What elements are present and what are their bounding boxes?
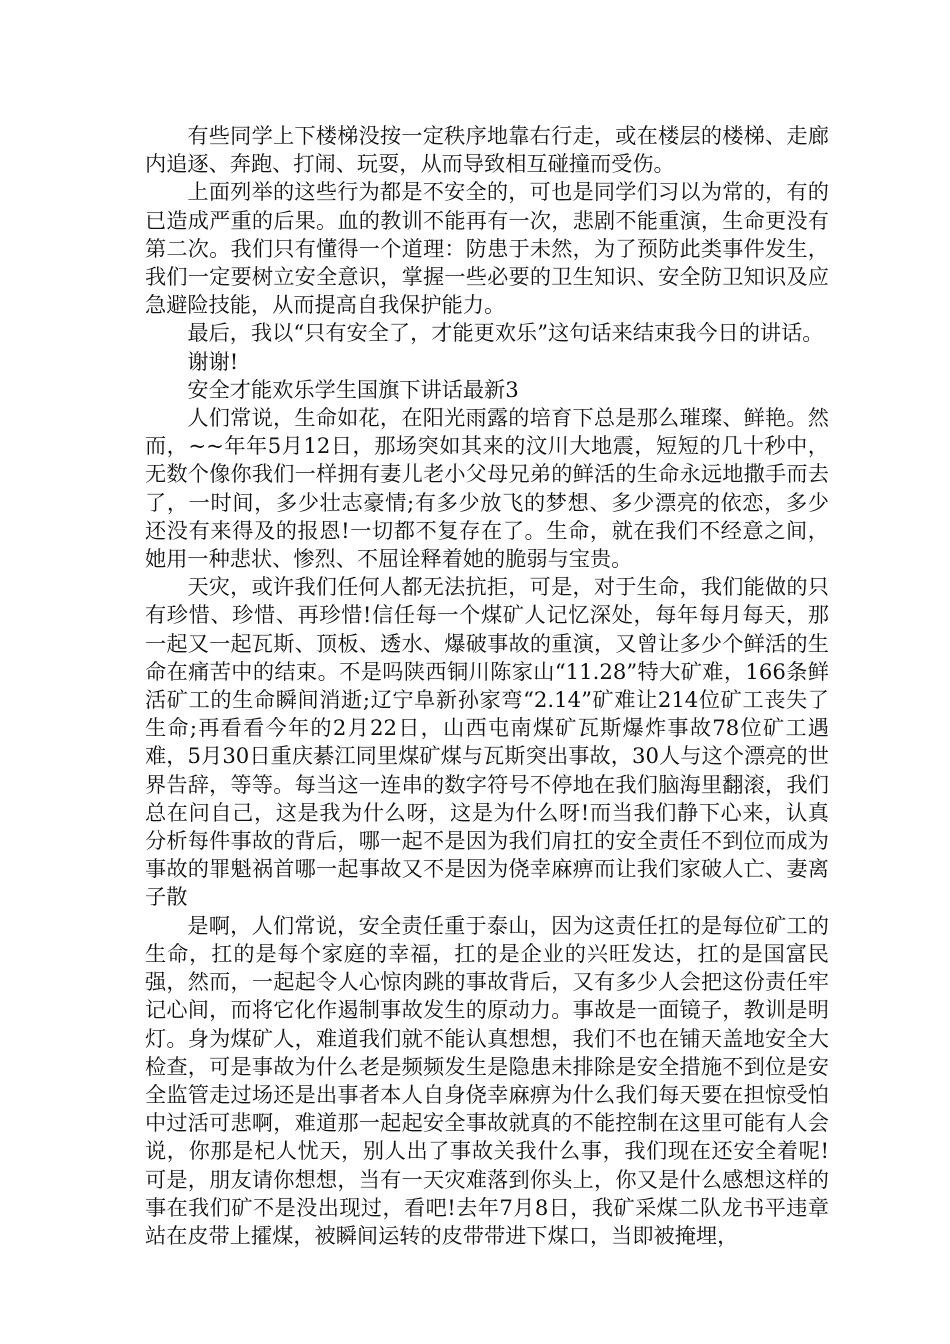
paragraph-safety-responsibility: 是啊，人们常说，安全责任重于泰山，因为这责任扛的是每位矿工的生命，扛的是每个家庭的幸福，扛的是企业的兴旺发达，扛的是国富民强，然而，一起起令人心惊肉跳的事故背后，又有多少人会把这份责任牢记心间，而将它化作遏制事故发生的原动力。事故是一面镜子，教训是明灯。身为煤矿人，难道我们就不能认真想想，我们不也在铺天盖地安全大检查，可是事故为什么老是频频发生是隐患未排除是安全措施不到位是安全监管走过场还是出事者本人自身侥幸麻痹为什么我们每天要在担惊受怕中过活可悲啊，难道那一起起安全事故就真的不能控制在这里可能有人会说，你那是杞人忧天，别人出了事故关我什么事，我们现在还安全着呢!可是，朋友请你想想，当有一天灾难落到你头上，你又是什么感想这样的事在我们矿不是没出现过，看吧!去年7月8日，我矿采煤二队龙书平违章站在皮带上攉煤，被瞬间运转的皮带带进下煤口，当即被掩埋， (145, 912, 829, 1248)
paragraph-closing: 最后，我以“只有安全了，才能更欢乐”这句话来结束我今日的讲话。 (187, 320, 824, 346)
paragraph-stairs: 有些同学上下楼梯没按一定秩序地靠右行走，或在楼层的楼梯、走廊内追逐、奔跑、打闹、玩耍，从而导致相互碰撞而受伤。 (145, 123, 829, 177)
paragraph-unsafe-behaviors: 上面列举的这些行为都是不安全的，可也是同学们习以为常的，有的已造成严重的后果。血的教训不能再有一次，悲剧不能重演，生命更没有第二次。我们只有懂得一个道理：防患于未然，为了预防此类事件发生，我们一定要树立安全意识，掌握一些必要的卫生知识、安全防卫知识及应急避险技能，从而提高自我保护能力。 (145, 179, 829, 318)
document-body (145, 122, 829, 1250)
paragraph-thanks: 谢谢! (187, 348, 239, 374)
paragraph-earthquake: 人们常说，生命如花，在阳光雨露的培育下总是那么璀璨、鲜艳。然而，~~年年5月12日，那场突如其来的汶川大地震，短短的几十秒中，无数个像你我们一样拥有妻儿老小父母兄弟的鲜活的生命永远地撒手而去了，一时间，多少壮志豪情;有多少放飞的梦想、多少漂亮的依恋，多少还没有来得及的报恩!一切都不复存在了。生命，就在我们不经意之间，她用一种悲状、惨烈、不屈诠释着她的脆弱与宝贵。 (145, 405, 829, 572)
section-title: 安全才能欢乐学生国旗下讲话最新3 (187, 376, 519, 402)
paragraph-mining-disasters: 天灾，或许我们任何人都无法抗拒，可是，对于生命，我们能做的只有珍惜、珍惜、再珍惜!信任每一个煤矿人记忆深处，每年每月每天，那一起又一起瓦斯、顶板、透水、爆破事故的重演，又曾让多少个鲜活的生命在痛苦中的结束。不是吗陕西铜川陈家山“11.28”特大矿难，166条鲜活矿工的生命瞬间消逝;辽宁阜新孙家弯“2.14”矿难让214位矿工丧失了生命;再看看今年的2月22日，山西屯南煤矿瓦斯爆炸事故78位矿工遇难，5月30日重庆綦江同里煤矿煤与瓦斯突出事故，30人与这个漂亮的世界告辞，等等。每当这一连串的数字符号不停地在我们脑海里翻滚，我们总在问自己，这是我为什么呀，这是为什么呀!而当我们静下心来，认真分析每件事故的背后，哪一起不是因为我们肩扛的安全责任不到位而成为事故的罪魁祸首哪一起事故又不是因为侥幸麻痹而让我们家破人亡、妻离子散 (145, 574, 829, 910)
